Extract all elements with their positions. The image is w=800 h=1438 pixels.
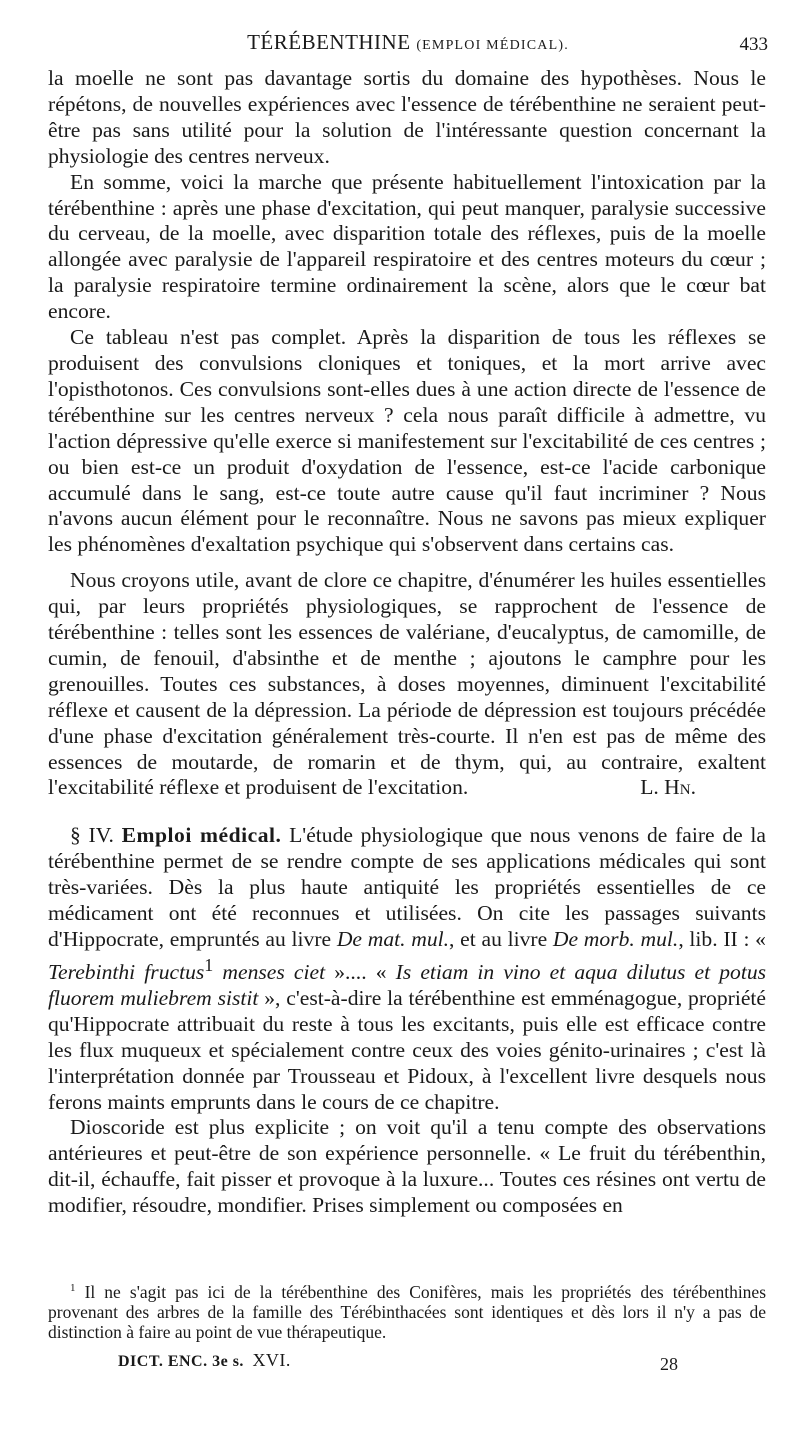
paragraph-3: Ce tableau n'est pas complet. Après la disparition de tous les réflexes se produisent des convulsions cloniques et toniques, et la mort arrive avec l'opisthotonos. Ces convulsions sont-elles dues à une action directe de l'essence de térébenthine sur les centres nerveux ? cela nous paraît difficile à admettre, vu l'action dépressive qu'elle exerce si manifestement sur l'excitabilité de ces centres ; ou bien est-ce un produit d'oxydation de l'essence, est-ce l'acide carbonique accumulé dans le sang, est-ce toute autre cause qu'il faut incriminer ? Nous n'avons aucun élément pour le reconnaître. Nous ne savons pas mieux expliquer les phénomènes d'exaltation psychique qui s'observent dans certains cas.: [48, 325, 766, 557]
paragraph-6: Dioscoride est plus explicite ; on voit qu'il a tenu compte des observations antérieures et peut-être de son expérience personnelle. « Le fruit du térébenthin, dit-il, échauffe, fait pisser et provoque à la luxure... Toutes ces résines ont vertu de modifier, résoudre, mondifier. Prises simplement ou composées en: [48, 1115, 766, 1218]
footnotes: [48, 1278, 766, 1342]
running-header: [48, 30, 768, 60]
signature-mark-text: DICT. ENC. 3e s.: [118, 1353, 244, 1370]
running-title: [48, 30, 768, 55]
body-text: [48, 66, 766, 1219]
paragraph-1: la moelle ne sont pas davantage sortis du domaine des hypothèses. Nous le répétons, de nouvelles expériences avec l'essence de térébenthine ne seraient peut-être pas sans utilité pour la solution de l'intéressante question concernant la physiologie des centres nerveux.: [48, 66, 766, 168]
paragraph-2: En somme, voici la marche que présente habituellement l'intoxication par la térébenthine : après une phase d'excitation, qui peut manquer, paralysie successive du cerveau, de la moelle, avec disparition totale des réflexes, puis de la moelle allongée avec paralysie de l'appareil respiratoire et des centres moteurs du cœur ; la paralysie respiratoire termine ordinairement la scène, alors que le cœur bat encore.: [48, 169, 766, 324]
author-signature: L. Hn.: [640, 775, 696, 800]
sheet-number: 28: [660, 1354, 678, 1374]
p5-text-c: , lib. II : «: [678, 926, 766, 951]
footnote-number: 1: [70, 1282, 76, 1294]
p5-text-d: ».... «: [334, 960, 387, 984]
footnote-1: [48, 1278, 766, 1342]
p5-cite-2: De morb. mul.: [552, 926, 679, 951]
p5-quote-1: Terebinthi fructus: [48, 960, 205, 984]
p5-text-b: , et au livre: [449, 926, 548, 951]
paragraph-5: [48, 823, 766, 1115]
signature-mark: [118, 1350, 291, 1371]
p5-quote-3: Is etiam in vino et aqua dilutus et potus fluorem muliebrem sistit: [48, 960, 767, 1010]
running-title-sub: (EMPLOI MÉDICAL).: [416, 38, 569, 53]
p5-text-a: L'étude physiologique que nous venons de faire de la térébenthine permet de se rendre compte de ses applications médicales qui sont très-variées. Dès la plus haute antiquité les propriétés essentielles de ce médicament ont été reconnues et utilisées. On cite les passages suivants d'Hippocrate, empruntés au livre: [48, 823, 766, 951]
running-title-main: TÉRÉBENTHINE: [247, 30, 411, 54]
footnote-text: Il ne s'agit pas ici de la térébenthine des Conifères, mais les propriétés des térébenthines provenant des arbres de la famille des Térébinthacées sont identiques et dès lors il n'y a pas de distinction à faire au point de vue thérapeutique.: [48, 1281, 767, 1342]
page-footer: [118, 1350, 678, 1380]
p5-text-e: », c'est-à-dire la térébenthine est emménagogue, propriété qu'Hippocrate attribuait du reste à tous les excitants, puis elle est efficace contre les flux muqueux et spécialement contre ceux des voies génito-urinaires ; c'est là l'interprétation donnée par Trousseau et Pidoux, à l'excellent livre desquels nous ferons maints emprunts dans le cours de ce chapitre.: [48, 985, 766, 1114]
section-title: Emploi médical.: [121, 823, 282, 848]
section-mark: § IV.: [70, 823, 114, 848]
footnote-ref: 1: [204, 954, 214, 975]
volume-number: XVI.: [252, 1350, 291, 1370]
p5-quote-2: menses ciet: [222, 960, 326, 984]
p5-cite-1: De mat. mul.: [336, 926, 450, 951]
page-number: 433: [739, 34, 768, 55]
paragraph-4: Nous croyons utile, avant de clore ce chapitre, d'énumérer les huiles essentielles qui, par leurs propriétés physiologiques, se rapprochent de l'essence de térébenthine : telles sont les essences de valériane, d'eucalyptus, de camomille, de cumin, de fenouil, d'absinthe et de menthe ; ajoutons le camphre pour les grenouilles. Toutes ces substances, à doses moyennes, diminuent l'excitabilité réflexe et causent de la dépression. La période de dépression est toujours précédée d'une phase d'excitation généralement très-courte. Il n'en est pas de même des essences de moutarde, de romarin et de thym, qui, au contraire, exaltent l'excitabilité réflexe et produisent de l'excitation.: [48, 568, 766, 800]
